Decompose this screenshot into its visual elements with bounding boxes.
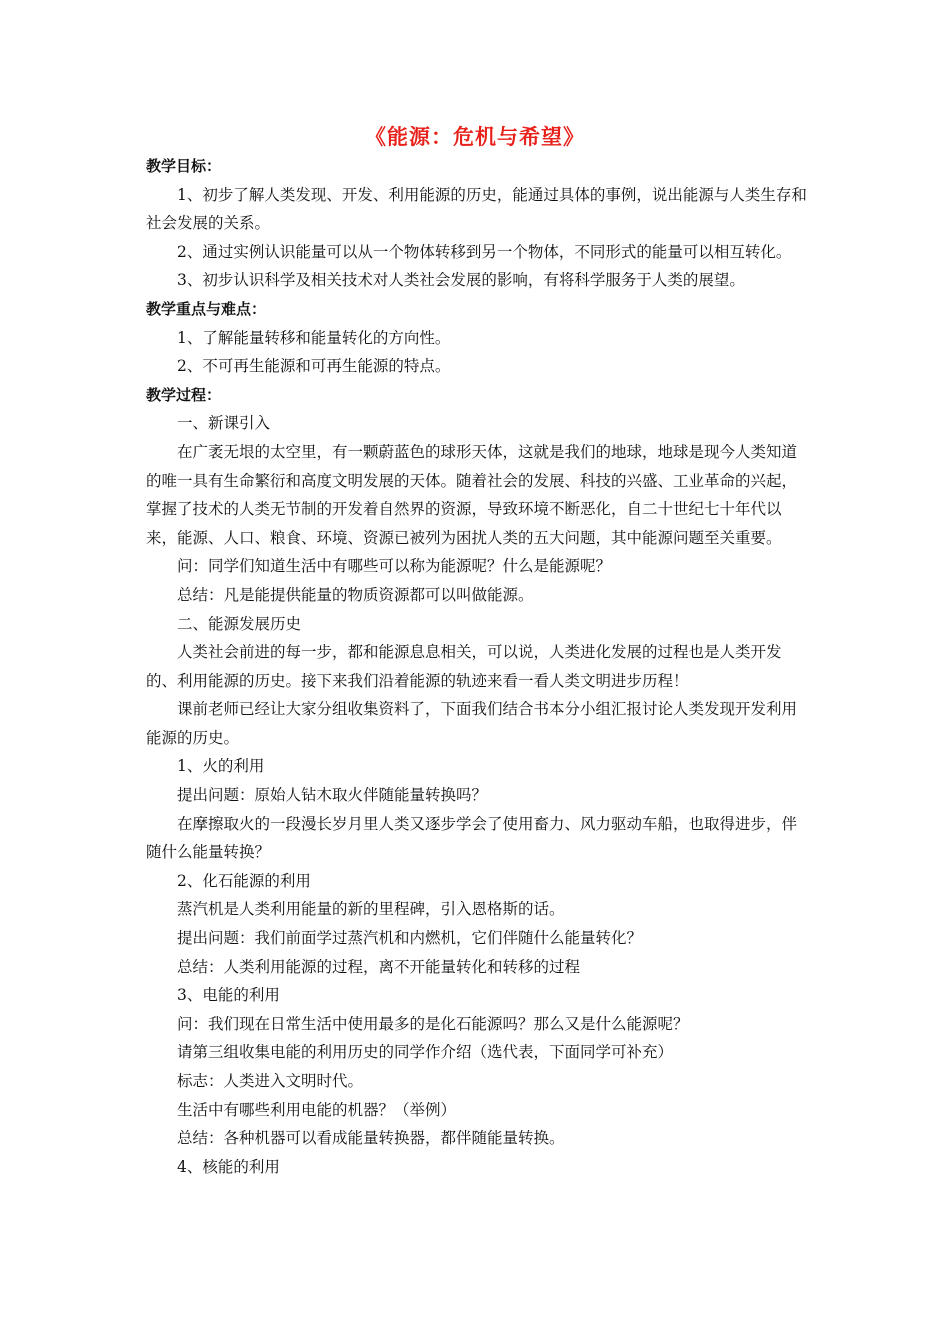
question: 问：我们现在日常生活中使用最多的是化石能源吗？那么又是什么能源呢？ [177,1014,689,1033]
question: 提出问题：我们前面学过蒸汽机和内燃机，它们伴随什么能量转化？ [177,929,643,948]
objective-item: 3、初步认识科学及相关技术对人类社会发展的影响，有将科学服务于人类的展望。 [177,271,745,290]
subsection-title: 2、化石能源的利用 [177,871,311,890]
document-title: 《能源：危机与希望》 [365,125,585,149]
section-title: 一、新课引入 [177,414,271,433]
keypoints-heading: 教学重点与难点： [146,299,267,318]
question: 问：同学们知道生活中有哪些可以称为能源呢？什么是能源呢？ [177,557,612,576]
summary: 总结：人类利用能源的过程，离不开能量转化和转移的过程 [177,957,581,976]
paragraph: 在摩擦取火的一段漫长岁月里人类又逐步学会了使用畜力、风力驱动车船，也取得进步，伴随什么能量转换？ [146,814,798,862]
document-body [146,152,811,1181]
summary: 总结：凡是能提供能量的物质资源都可以叫做能源。 [177,585,534,604]
paragraph: 课前老师已经让大家分组收集资料了，下面我们结合书本分小组汇报讨论人类发现开发利用能源的历史。 [146,700,798,747]
keypoint-item: 2、不可再生能源和可再生能源的特点。 [177,357,451,376]
paragraph: 蒸汽机是人类利用能量的新的里程碑，引入恩格斯的话。 [177,900,565,919]
paragraph: 人类社会前进的每一步，都和能源息息相关，可以说，人类进化发展的过程也是人类开发的、利用能源的历史。接下来我们沿着能源的轨迹来看一看人类文明进步历程！ [146,643,782,690]
objective-item: 1、初步了解人类发现、开发、利用能源的历史，能通过具体的事例，说出能源与人类生存和社会发展的关系。 [146,185,807,233]
paragraph: 在广袤无垠的太空里，有一颗蔚蓝色的球形天体，这就是我们的地球，地球是现今人类知道的唯一具有生命繁衍和高度文明发展的天体。随着社会的发展、科技的兴盛、工业革命的兴起，掌握了技术的人类无节制的开发着自然界的资源，导致环境不断恶化，自二十世纪七十年代以来，能源、人口、粮食、环境、资源已被列为困扰人类的五大问题，其中能源问题至关重要。 [146,442,798,547]
question: 生活中有哪些利用电能的机器？（举例） [177,1100,457,1119]
summary: 总结：各种机器可以看成能量转换器，都伴随能量转换。 [177,1129,565,1148]
objectives-heading: 教学目标： [146,157,222,175]
paragraph: 标志：人类进入文明时代。 [177,1072,364,1090]
subsection-title: 1、火的利用 [177,757,265,776]
objective-item: 2、通过实例认识能量可以从一个物体转移到另一个物体，不同形式的能量可以相互转化。 [177,242,792,261]
paragraph: 请第三组收集电能的利用历史的同学作介绍（选代表，下面同学可补充） [177,1043,674,1062]
section-title: 二、能源发展历史 [177,614,302,633]
process-heading: 教学过程： [146,385,222,404]
question: 提出问题：原始人钻木取火伴随能量转换吗？ [177,786,488,805]
keypoint-item: 1、了解能量转移和能量转化的方向性。 [177,328,451,347]
subsection-title: 4、核能的利用 [177,1157,280,1176]
subsection-title: 3、电能的利用 [177,986,280,1005]
